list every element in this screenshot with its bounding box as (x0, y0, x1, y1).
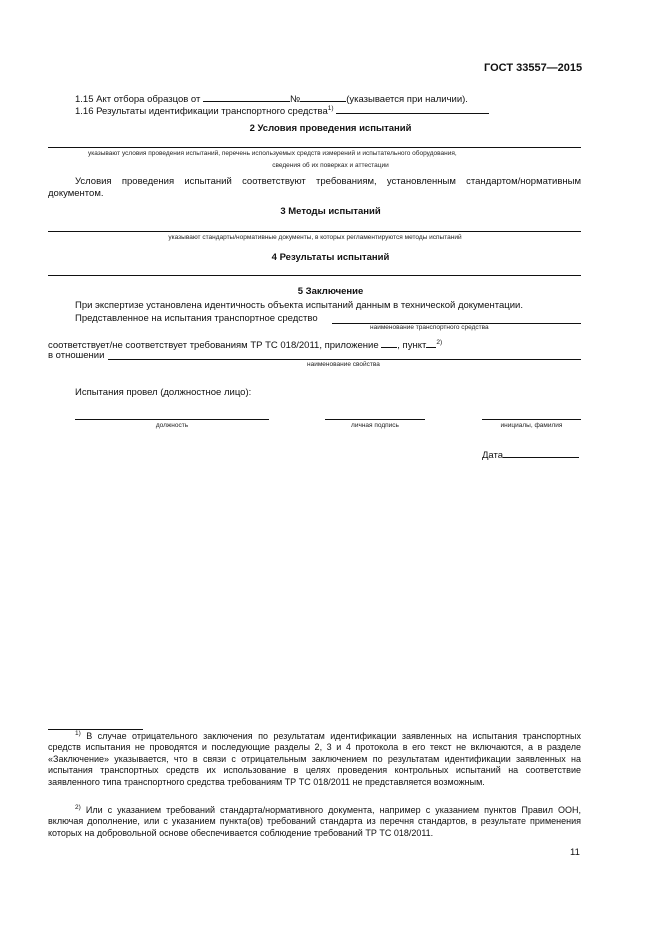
conclusion-p2: Представленное на испытания транспортное средство (75, 313, 318, 324)
conclusion-p4: в отношении (48, 350, 105, 361)
identification-result-field[interactable] (336, 104, 489, 114)
position-field[interactable] (75, 419, 269, 420)
date-row: Дата (482, 448, 579, 462)
page-number: 11 (570, 847, 580, 858)
name-field[interactable] (482, 419, 581, 420)
property-hint: наименование свойства (307, 361, 380, 368)
section-4-title: 4 Результаты испытаний (271, 252, 390, 263)
conclusion-p1: При экспертизе установлена идентичность объекта испытаний данным в технической документации. (75, 300, 523, 311)
section-5-title: 5 Заключение (297, 286, 364, 297)
section-2-text: Условия проведения испытаний соответствуют требованиям, установленным стандартом/нормативным документом. (48, 176, 581, 199)
appendix-field[interactable] (381, 338, 397, 348)
section-2-hint-2: сведения об их поверках и аттестации (272, 162, 389, 169)
sample-act-date-field[interactable] (203, 92, 290, 102)
item-1-15: 1.15 Акт отбора образцов от № (указывается при наличии). (75, 94, 468, 105)
section-3-hint: указывают стандарты/нормативные документы, в которых регламентируются методы испытаний (168, 234, 462, 241)
footnote-1: $^{1)}$ В случае отрицательного заключения по результатам идентификации заявленных на испытания транспортных средств испытания не проводятся и последующие разделы 2, 3 и 4 протокола в его текст не включаются, а в разделе «Заключение» указывается, что в связи с отрицательным заключением по результатам идентификации заявленных на испытания транспортных средств их использование в целях проведения контрольных испытаний на соответствие заявленного типа транспортного средства требованиям ТР ТС 018/2011 не представляется возможным. (48, 730, 581, 787)
section-2-title: 2 Условия проведения испытаний (249, 123, 412, 134)
results-field[interactable] (48, 275, 581, 276)
position-hint: должность (155, 422, 189, 429)
methods-field[interactable] (48, 231, 581, 232)
property-field[interactable] (108, 359, 581, 360)
conclusion-p3: соответствует/не соответствует требованиям ТР ТС 018/2011, приложение , пункт $^{2)}$ (48, 339, 443, 351)
clause-field[interactable] (426, 338, 436, 348)
section-3-title: 3 Методы испытаний (280, 206, 381, 217)
signature-field[interactable] (325, 419, 425, 420)
signature-hint: личная подпись (351, 422, 399, 429)
sample-act-number-field[interactable] (300, 92, 346, 102)
vehicle-name-hint: наименование транспортного средства (370, 324, 489, 331)
conditions-field[interactable] (48, 147, 581, 148)
item-1-16: 1.16 Результаты идентификации транспортного средства$^{1)}$ (75, 104, 489, 118)
section-2-hint-1: указывают условия проведения испытаний, перечень используемых средств измерений и испытательного оборудования, (88, 150, 457, 157)
footnote-2: $^{2)}$ Или с указанием требований стандарта/нормативного документа, например с указанием пунктов Правил ООН, включая дополнение, или с указанием пункта(ов) требований стандарта из перечня стандартов, в результате применения которых на добровольной основе обеспечивается соблюдение требований ТР ТС 018/2011. (48, 804, 581, 838)
tested-by-label: Испытания провел (должностное лицо): (75, 387, 252, 398)
footnote-separator (48, 729, 143, 730)
date-field[interactable] (503, 448, 579, 458)
standard-header: ГОСТ 33557—2015 (484, 62, 583, 74)
name-hint: инициалы, фамилия (500, 422, 563, 429)
